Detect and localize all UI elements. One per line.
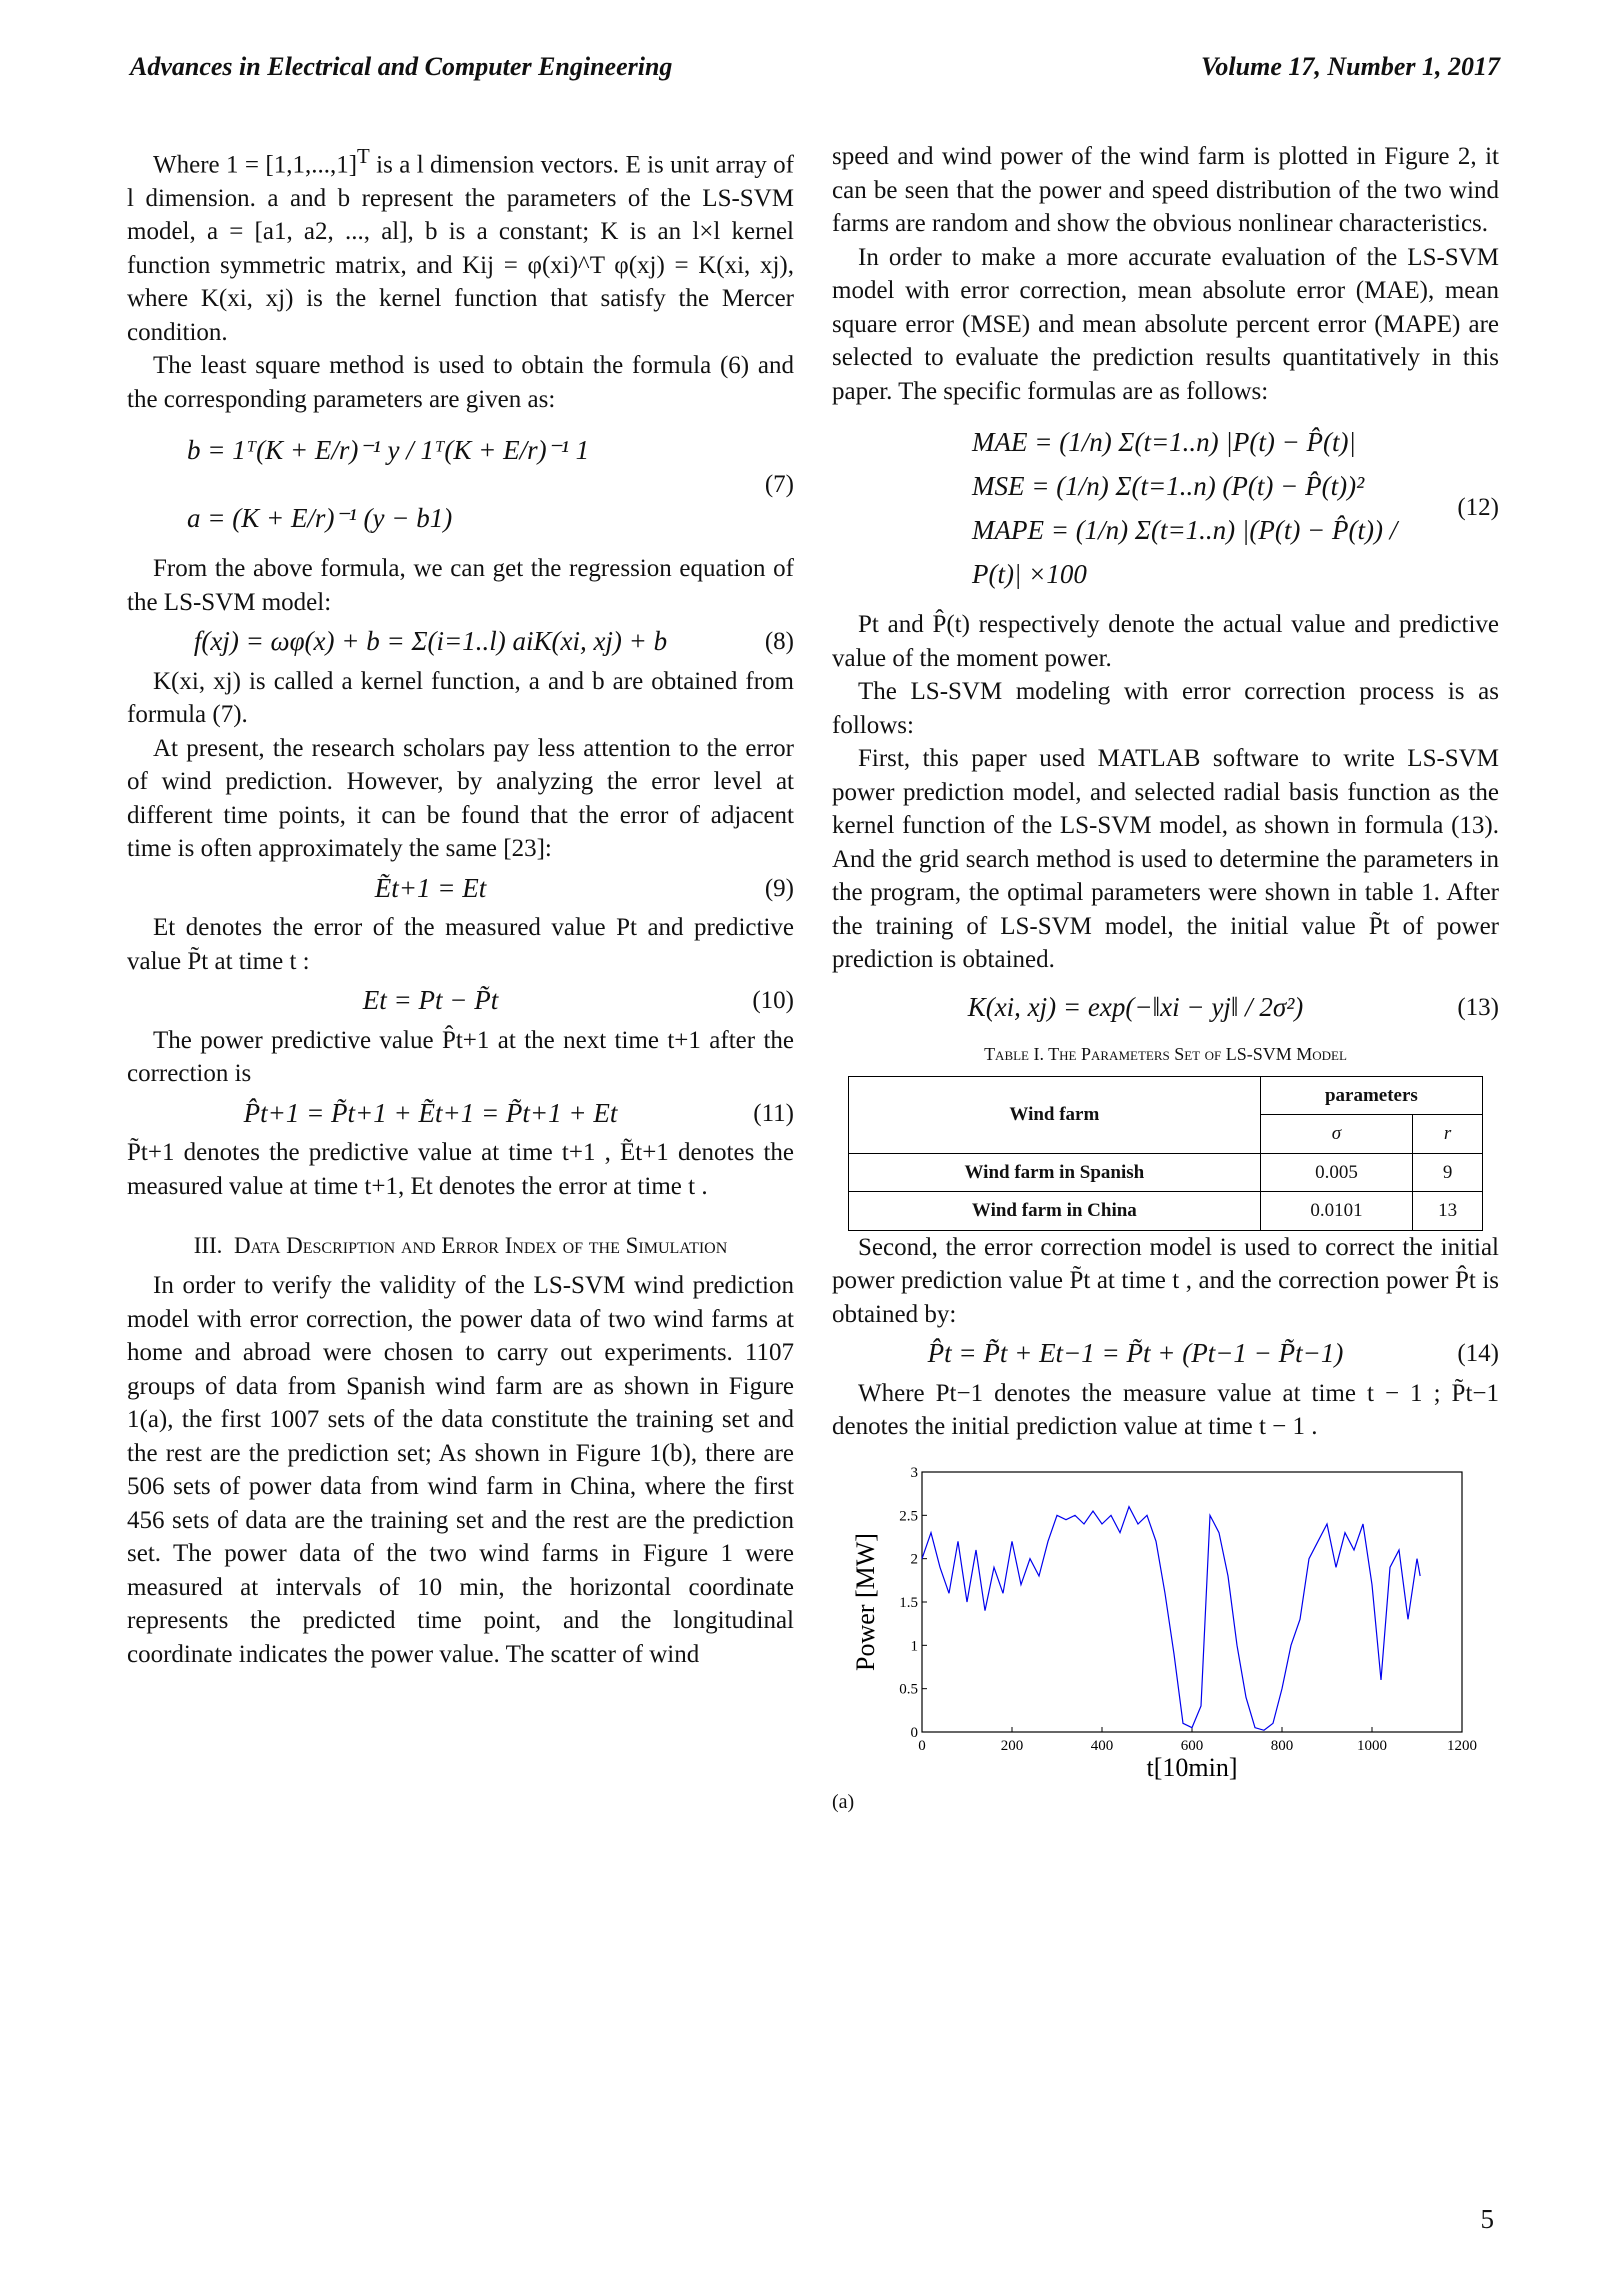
paragraph: Pt and P̂(t) respectively denote the actual value and predictive value of the moment power.: [832, 611, 1499, 672]
x-tick-label: 600: [1180, 1737, 1204, 1754]
right-column: [832, 140, 1499, 1819]
table-header-r: r: [1413, 1115, 1483, 1154]
figure-label: (a): [832, 1790, 855, 1813]
equation-mae: MAE = (1/n) Σ(t=1..n) |P(t) − P̂(t)|: [972, 427, 1356, 457]
y-tick-label: 0.5: [899, 1681, 918, 1698]
x-tick-label: 200: [1000, 1737, 1024, 1754]
paragraph: The power predictive value P̂t+1 at the next time t+1 after the correction is: [127, 1026, 794, 1088]
paragraph: Where $1 = [1,1,...,1]^T$ is a l dimension vectors. E is unit array of l dimension. a and b represent the parameters of the LS-SVM model, a = [a1, a2, ..., al], b is a constant; K is an l×l kernel function symmetric matrix, and Kij = φ(xi)^T φ(xj) = K(xi, xj), where K(xi, xj) is the kernel function that satisfy the Mercer condition.: [127, 144, 795, 346]
table-row: Wind farm in China 0.0101 13: [849, 1192, 1483, 1231]
paragraph: In order to make a more accurate evaluation of the LS-SVM model with error correction, mean absolute error (MAE), mean square error (MSE) and mean absolute percent error (MAPE) are selected to evaluate the prediction results quantitatively in this paper. The specific formulas are as follows:: [832, 243, 1499, 405]
power-chart: [832, 1462, 1499, 1792]
x-tick-label: 400: [1090, 1737, 1114, 1754]
page-number: 5: [1480, 2204, 1494, 2234]
paragraph: speed and wind power of the wind farm is plotted in Figure 2, it can be seen that the power and speed distribution of the two wind farms are random and show the obvious nonlinear characteristics.: [832, 143, 1499, 237]
left-column: [127, 140, 794, 1671]
parameters-table: [848, 1076, 1483, 1231]
x-tick-label: 1200: [1447, 1737, 1477, 1754]
paragraph: Et denotes the error of the measured value Pt and predictive value P̃t at time t :: [127, 914, 794, 975]
y-tick-label: 2.5: [899, 1507, 918, 1524]
paragraph: The LS-SVM modeling with error correction process is as follows:: [832, 678, 1499, 739]
table-header-sigma: σ: [1260, 1115, 1412, 1154]
power-series-line: [922, 1506, 1420, 1730]
paragraph: The least square method is used to obtain the formula (6) and the corresponding parameters are given as:: [127, 352, 794, 413]
paragraph: Where Pt−1 denotes the measure value at time t − 1 ; P̃t−1 denotes the initial prediction value at time t − 1 .: [832, 1379, 1499, 1440]
table-row: Wind farm in Spanish 0.005 9: [849, 1153, 1483, 1192]
paragraph: K(xi, xj) is called a kernel function, a and b are obtained from formula (7).: [127, 667, 794, 729]
equation-mape: MAPE = (1/n) Σ(t=1..n) |(P(t) − P̂(t)) / P(t)| ×100: [972, 515, 1398, 589]
paragraph: In order to verify the validity of the LS-SVM wind prediction model with error correction, the power data of two wind farms at home and abroad were chosen to carry out experiments. 1107 groups of data from Spanish wind farm are as shown in Figure 1(a), the first 1007 sets of the data constitute the training set and the rest are the prediction set; As shown in Figure 1(b), there are 506 sets of power data from wind farm in China, where the first 456 sets of data are the training set and the rest are the prediction set. The power data of the two wind farms in Figure 1 were measured at intervals of 10 min, the horizontal coordinate represents the predicted time point, and the longitudinal coordinate indicates the power value. The scatter of wind: [127, 1272, 794, 1668]
equation-7-b: b = 1ᵀ(K + E/r)⁻¹ y / 1ᵀ(K + E/r)⁻¹ 1: [187, 435, 590, 466]
table-caption: Table I. The Parameters Set of LS-SVM Model: [984, 1044, 1347, 1064]
equation-14: P̂t = P̃t + Et−1 = P̃t + (Pt−1 − P̃t−1) (14): [927, 1338, 1499, 1368]
plot-frame: [922, 1472, 1462, 1732]
equation-7-a: a = (K + E/r)⁻¹ (y − b1): [187, 503, 453, 534]
table-header-wind-farm: Wind farm: [849, 1076, 1261, 1153]
figure-1a: [832, 1462, 1499, 1792]
equation-11: P̂t+1 = P̃t+1 + Ẽt+1 = P̃t+1 + Et (11): [243, 1097, 794, 1128]
y-tick-label: 2: [910, 1551, 918, 1568]
paragraph: First, this paper used MATLAB software to write LS-SVM power prediction model, and selected radial basis function as the kernel function of the LS-SVM model, as shown in formula (13). And the grid search method is used to determine the parameters in the program, the optimal parameters were shown in table 1. After the training of LS-SVM model, the initial value P̃t of power prediction is obtained.: [832, 745, 1499, 973]
equation-12: MAE = (1/n) Σ(t=1..n) |P(t) − P̂(t)| MSE = (1/n) Σ(t=1..n) (P(t) − P̂(t))² MAPE = (1/n) Σ(t=1..n) |(P(t) − P̂(t)) / P(t)| ×100 (12): [832, 420, 1499, 596]
equation-7: [127, 430, 794, 538]
paragraph: P̃t+1 denotes the predictive value at time t+1 , Ẽt+1 denotes the measured value at time t+1, Et denotes the error at time t .: [127, 1139, 794, 1200]
y-tick-label: 3: [910, 1464, 918, 1481]
y-axis-label: Power [MW]: [851, 1532, 880, 1671]
x-tick-label: 0: [918, 1737, 926, 1754]
y-tick-label: 1.5: [899, 1594, 918, 1611]
x-tick-label: 800: [1270, 1737, 1294, 1754]
y-tick-label: 1: [910, 1637, 918, 1654]
equation-8: f(xj) = ωφ(x) + b = Σ(i=1..l) aiK(xi, xj) + b (8): [193, 626, 794, 657]
equation-number: (7): [764, 470, 794, 498]
equation-9: Ẽt+1 = Et (9): [374, 872, 794, 903]
paragraph: From the above formula, we can get the regression equation of the LS-SVM model:: [127, 555, 794, 616]
x-tick-label: 1000: [1357, 1737, 1387, 1754]
volume-info: Volume 17, Number 1, 2017: [1200, 52, 1500, 81]
equation-13: K(xi, xj) = exp(−‖xi − yj‖ / 2σ²) (13): [967, 991, 1499, 1022]
x-axis-label: t[10min]: [1146, 1752, 1238, 1782]
paragraph: At present, the research scholars pay less attention to the error of wind prediction. However, by analyzing the error level at different time points, it can be found that the error of adjacent time is often approximately the same [23]:: [127, 734, 794, 863]
y-tick-label: 0: [910, 1724, 918, 1741]
equation-10: Et = Pt − P̃t (10): [362, 985, 794, 1016]
equation-mse: MSE = (1/n) Σ(t=1..n) (P(t) − P̂(t))²: [972, 471, 1365, 501]
journal-title: Advances in Electrical and Computer Engineering: [130, 52, 673, 81]
paragraph: Second, the error correction model is used to correct the initial power prediction value P̃t at time t , and the correction power P̂t is obtained by:: [832, 1233, 1499, 1328]
table-header-parameters: parameters: [1260, 1076, 1482, 1115]
section-heading: III. Data Description and Error Index of the Simulation: [193, 1233, 728, 1259]
